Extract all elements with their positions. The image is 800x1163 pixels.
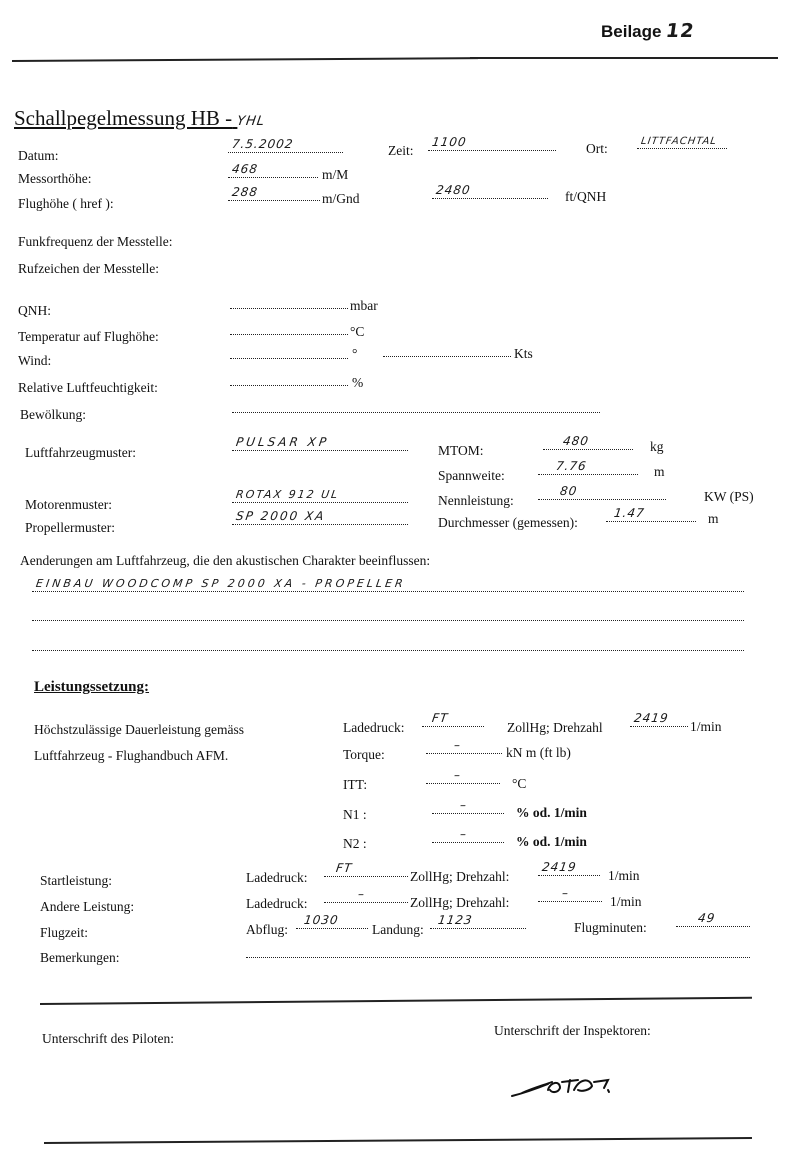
itt-value: – (453, 768, 462, 782)
nennleistung-value: 80 (559, 484, 579, 498)
n1-unit: % od. 1/min (516, 805, 587, 820)
title-text: Schallpegelmessung HB - (14, 106, 233, 130)
landung-value: 1123 (437, 913, 474, 927)
wind-speed-unit: Kts (514, 346, 533, 361)
andere-ladedruck-unit: ZollHg; Drehzahl: (410, 895, 510, 910)
beilage-label (601, 20, 695, 42)
n2-value: – (459, 827, 468, 841)
pilot-signature-field[interactable] (42, 1060, 342, 1120)
flugminuten-field[interactable] (676, 911, 750, 932)
startleistung-ladedruck-field[interactable] (324, 861, 408, 882)
bewoelkung-field[interactable] (232, 400, 600, 418)
itt-unit: °C (512, 776, 527, 791)
andere-ladedruck-value: – (357, 887, 366, 901)
durchmesser-value: 1.47 (613, 506, 646, 520)
nennleistung-field[interactable] (538, 484, 666, 505)
wind-speed-field[interactable] (383, 344, 511, 362)
rufzeichen-label: Rufzeichen der Messtelle: (18, 261, 159, 276)
n2-label: N2 : (343, 836, 367, 851)
luftfeuchtigkeit-label: Relative Luftfeuchtigkeit: (18, 380, 158, 395)
abflug-label: Abflug: (246, 922, 288, 937)
aenderungen-field-line1[interactable] (32, 575, 744, 597)
propellermuster-field[interactable] (232, 509, 408, 530)
datum-field[interactable] (228, 137, 343, 158)
messorthoehe-value: 468 (231, 162, 259, 176)
hoechst-line1: Höchstzulässige Dauerleistung gemäss (34, 722, 244, 737)
andere-drehzahl-field[interactable] (538, 886, 602, 907)
page-title (14, 106, 265, 131)
startleistung-drehzahl-field[interactable] (538, 860, 600, 881)
startleistung-drehzahl-unit: 1/min (608, 868, 640, 883)
mtom-value: 480 (562, 434, 590, 448)
inspector-signature-image (508, 1068, 618, 1102)
flugzeit-label: Flugzeit: (40, 925, 88, 940)
wind-direction-unit: ° (352, 346, 358, 361)
qnh-field[interactable] (230, 296, 348, 314)
nennleistung-unit: KW (PS) (704, 489, 754, 504)
header-rule (12, 57, 478, 62)
spannweite-label: Spannweite: (438, 468, 505, 483)
messorthoehe-field[interactable] (228, 162, 318, 183)
qnh-label: QNH: (18, 303, 51, 318)
n2-field[interactable] (432, 827, 504, 848)
mtom-unit: kg (650, 439, 664, 454)
startleistung-ladedruck-value: FT (335, 861, 354, 875)
header-rule-right (470, 57, 778, 59)
wind-direction-field[interactable] (230, 346, 348, 364)
flugminuten-value: 49 (697, 911, 717, 925)
startleistung-ladedruck-label: Ladedruck: (246, 870, 308, 885)
torque-label: Torque: (343, 747, 385, 762)
ort-value: LITTFACHTAL (640, 136, 718, 147)
hoechst-line2: Luftfahrzeug - Flughandbuch AFM. (34, 748, 229, 763)
luftfeuchtigkeit-field[interactable] (230, 373, 348, 391)
flughoehe-qnh-unit: ft/QNH (565, 189, 607, 204)
propellermuster-label: Propellermuster: (25, 520, 115, 535)
flughoehe-qnh-value: 2480 (435, 183, 472, 197)
inspector-signature-label: Unterschrift der Inspektoren: (494, 1023, 651, 1038)
temperatur-label: Temperatur auf Flughöhe: (18, 329, 159, 344)
n1-field[interactable] (432, 798, 504, 819)
mtom-field[interactable] (543, 434, 633, 455)
title-registration: YHL (236, 114, 267, 129)
luftfeuchtigkeit-unit: % (352, 375, 364, 390)
ladedruck-value: FT (431, 711, 450, 725)
torque-field[interactable] (426, 738, 502, 759)
torque-value: – (453, 738, 462, 752)
n1-label: N1 : (343, 807, 367, 822)
ladedruck-unit: ZollHg; Drehzahl (507, 720, 603, 735)
motorenmuster-field[interactable] (232, 490, 408, 508)
itt-label: ITT: (343, 777, 368, 792)
qnh-unit: mbar (350, 298, 378, 313)
flughoehe-label: Flughöhe ( href ): (18, 196, 114, 211)
beilage-text: Beilage (601, 22, 662, 41)
torque-unit: kN m (ft lb) (506, 745, 571, 760)
signature-top-rule (40, 997, 752, 1005)
mtom-label: MTOM: (438, 443, 484, 458)
flugminuten-label: Flugminuten: (574, 920, 647, 935)
luftfahrzeugmuster-label: Luftfahrzeugmuster: (25, 445, 136, 460)
temperatur-field[interactable] (230, 322, 348, 340)
flughoehe-value: 288 (231, 185, 259, 199)
landung-label: Landung: (372, 922, 424, 937)
datum-value: 7.5.2002 (231, 137, 295, 151)
landung-field[interactable] (430, 913, 526, 934)
zeit-field[interactable] (428, 135, 556, 156)
durchmesser-unit: m (708, 511, 719, 526)
propellermuster-value: SP 2000 XA (235, 509, 327, 523)
andere-leistung-label: Andere Leistung: (40, 899, 135, 914)
spannweite-unit: m (654, 464, 665, 479)
wind-label: Wind: (18, 353, 52, 368)
motorenmuster-value: ROTAX 912 UL (235, 488, 341, 501)
flughoehe-qnh-field[interactable] (432, 183, 548, 204)
startleistung-label: Startleistung: (40, 873, 112, 888)
nennleistung-label: Nennleistung: (438, 493, 514, 508)
leistung-heading: Leistungssetzung: (34, 679, 150, 695)
luftfahrzeugmuster-value: PULSAR XP (235, 435, 331, 449)
flughoehe-unit: m/Gnd (322, 191, 360, 206)
ort-label: Ort: (586, 141, 608, 156)
signature-bottom-rule (44, 1137, 752, 1144)
andere-ladedruck-label: Ladedruck: (246, 896, 308, 911)
ladedruck-label: Ladedruck: (343, 720, 405, 735)
n1-value: – (459, 798, 468, 812)
andere-ladedruck-field[interactable] (324, 887, 408, 908)
bemerkungen-label: Bemerkungen: (40, 950, 120, 965)
abflug-value: 1030 (303, 913, 340, 927)
startleistung-drehzahl-value: 2419 (541, 860, 578, 874)
spannweite-field[interactable] (538, 459, 638, 480)
zeit-label: Zeit: (388, 143, 414, 158)
pilot-signature-label: Unterschrift des Piloten: (42, 1031, 174, 1046)
durchmesser-label: Durchmesser (gemessen): (438, 515, 578, 530)
itt-field[interactable] (426, 768, 500, 789)
aenderungen-value: EINBAU WOODCOMP SP 2000 XA - PROPELLER (35, 577, 407, 590)
bemerkungen-field[interactable] (246, 945, 750, 963)
durchmesser-field[interactable] (606, 506, 696, 527)
datum-label: Datum: (18, 148, 59, 163)
drehzahl-unit: 1/min (690, 719, 722, 734)
luftfahrzeugmuster-field[interactable] (232, 435, 408, 456)
messorthoehe-unit: m/M (322, 167, 349, 182)
temperatur-unit: °C (350, 324, 365, 339)
andere-drehzahl-value: – (561, 886, 570, 900)
aenderungen-label: Aenderungen am Luftfahrzeug, die den akustischen Charakter beeinflussen: (20, 553, 431, 568)
startleistung-ladedruck-unit: ZollHg; Drehzahl: (410, 869, 510, 884)
aenderungen-field-line2[interactable] (32, 608, 744, 626)
spannweite-value: 7.76 (555, 459, 588, 473)
ladedruck-field[interactable] (422, 711, 484, 732)
messorthoehe-label: Messorthöhe: (18, 171, 92, 186)
bewoelkung-label: Bewölkung: (20, 407, 86, 422)
abflug-field[interactable] (296, 913, 368, 934)
drehzahl-field[interactable] (630, 711, 688, 732)
beilage-number: 12 (664, 20, 697, 42)
flughoehe-field[interactable] (228, 185, 320, 206)
motorenmuster-label: Motorenmuster: (25, 497, 112, 512)
zeit-value: 1100 (431, 135, 468, 149)
drehzahl-value: 2419 (633, 711, 670, 725)
funkfrequenz-label: Funkfrequenz der Messtelle: (18, 234, 173, 249)
aenderungen-field-line3[interactable] (32, 638, 744, 656)
andere-drehzahl-unit: 1/min (610, 894, 642, 909)
n2-unit: % od. 1/min (516, 834, 587, 849)
ort-field[interactable] (637, 136, 727, 154)
